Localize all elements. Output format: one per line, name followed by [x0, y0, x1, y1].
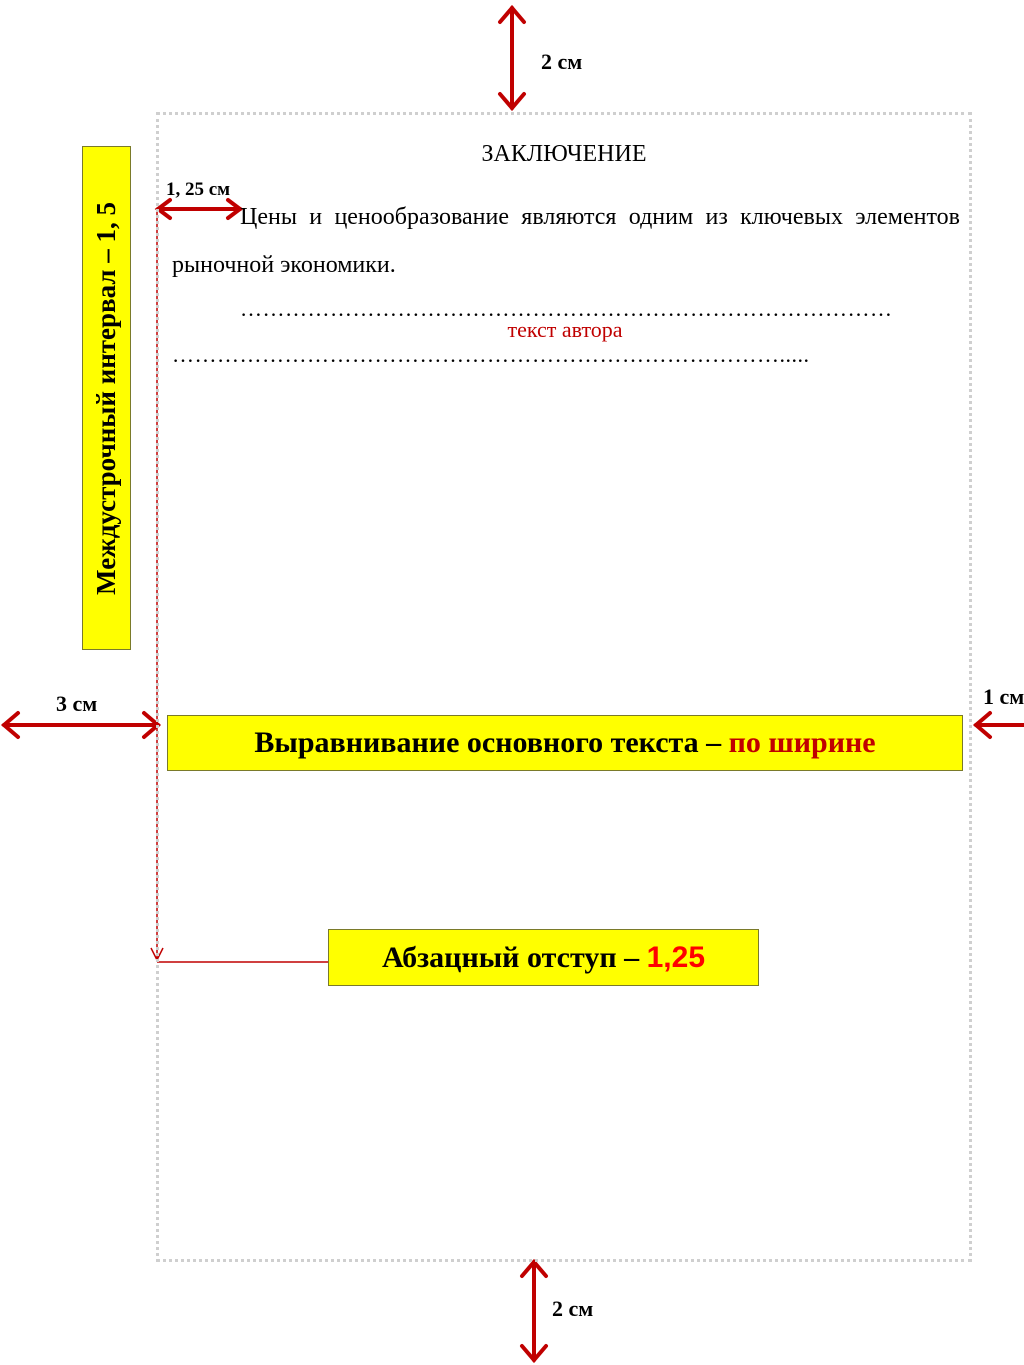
line-spacing-text: Междустрочный интервал – 1, 5	[91, 201, 121, 595]
right-margin-arrow	[976, 713, 1024, 737]
alignment-callout	[167, 715, 963, 771]
indent-value: 1,25	[646, 940, 705, 974]
top-margin-label: 2 см	[541, 49, 583, 74]
alignment-value: по ширине	[728, 726, 876, 759]
indent-label: 1, 25 см	[166, 179, 231, 200]
indent-callout	[328, 929, 759, 986]
left-margin-label: 3 см	[56, 691, 98, 716]
indent-prefix: Абзацный отступ –	[381, 940, 647, 974]
top-margin-arrow	[500, 8, 524, 108]
paragraph-text: Цены и ценообразование являются одним из ключевых элементов рыночной экономики.	[172, 204, 960, 278]
author-text: текст автора	[507, 317, 623, 342]
dots-line-1: ……………………………………………………………………………	[240, 296, 893, 321]
document-paragraph	[172, 193, 960, 289]
line-spacing-callout	[82, 146, 131, 650]
bottom-margin-arrow	[522, 1262, 546, 1360]
alignment-prefix: Выравнивание основного текста –	[254, 726, 729, 759]
document-title: ЗАКЛЮЧЕНИЕ	[481, 141, 647, 167]
bottom-margin-label: 2 см	[552, 1296, 594, 1321]
dots-line-2: ……………………………………………………………………….....	[172, 342, 810, 367]
right-margin-label: 1 см	[983, 684, 1024, 709]
